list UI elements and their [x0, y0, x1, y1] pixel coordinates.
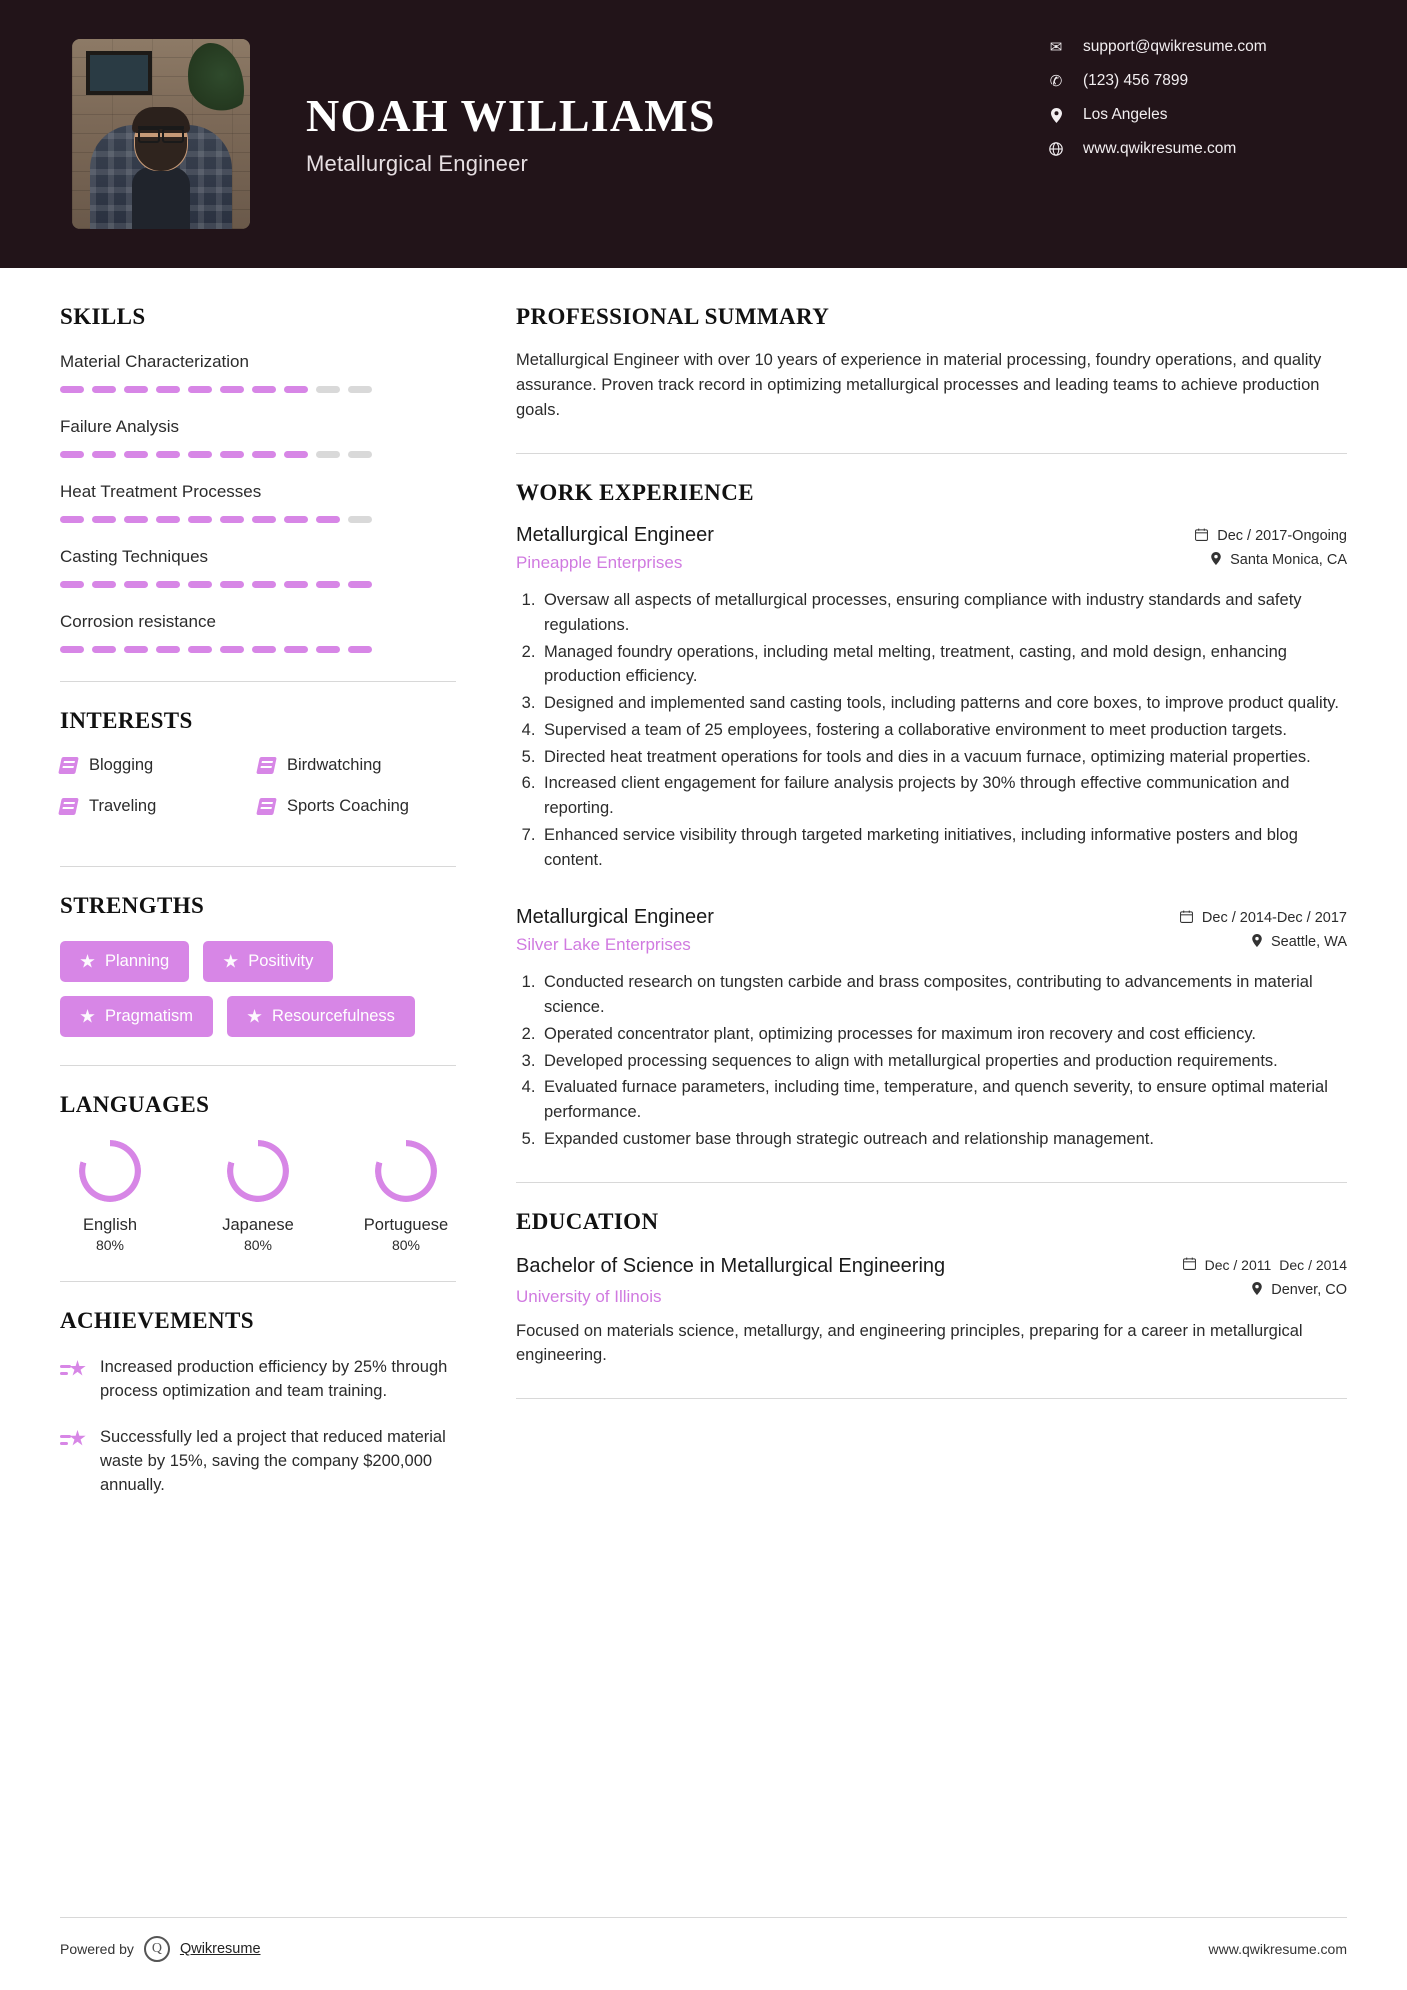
language-percent: 80% — [243, 1237, 273, 1253]
strength-label: Pragmatism — [105, 1007, 194, 1025]
interest-item — [60, 797, 258, 816]
contact-email-text: support@qwikresume.com — [1083, 38, 1267, 55]
interests-list — [60, 756, 456, 838]
divider — [60, 866, 456, 867]
skill-level-dot — [220, 516, 244, 523]
education-degree: Bachelor of Science in Metallurgical Engineering — [516, 1254, 946, 1277]
skill-level-dot — [60, 516, 84, 523]
skill-level-dot — [156, 451, 180, 458]
achievements-list — [60, 1356, 456, 1498]
job-dates-text: Dec / 2017-Ongoing — [1217, 528, 1347, 545]
skill-item — [60, 612, 456, 653]
language-percent: 80% — [391, 1237, 421, 1253]
envelope-icon: ✉ — [1049, 39, 1063, 56]
language-percent: 80% — [95, 1237, 125, 1253]
job-title: Metallurgical Engineer — [516, 906, 714, 929]
job-bullet: 6. Increased client engagement for failure analysis projects by 30% through effective communication and reporting. — [540, 771, 1347, 821]
interest-item — [60, 756, 258, 775]
skill-level-dot — [124, 581, 148, 588]
skill-level-dot — [252, 516, 276, 523]
job-dates — [1180, 910, 1347, 926]
job-role-subtitle: Metallurgical Engineer — [306, 151, 529, 177]
interest-label: Sports Coaching — [287, 797, 409, 815]
shooting-star-icon — [60, 1360, 86, 1382]
skills-list — [60, 352, 456, 653]
skill-level-dot — [284, 646, 308, 653]
qwikresume-logo-icon: Q — [144, 1936, 170, 1962]
strength-chip — [227, 996, 415, 1037]
skill-item — [60, 482, 456, 523]
skill-level-meter — [60, 516, 456, 523]
skill-level-dot — [252, 451, 276, 458]
bookmark-icon — [58, 798, 79, 815]
skill-level-dot — [124, 451, 148, 458]
interest-item — [258, 797, 456, 816]
education-start-date: Dec / 2011 — [1204, 1256, 1272, 1273]
skill-level-dot — [188, 516, 212, 523]
location-pin-icon — [1211, 552, 1221, 568]
skill-level-dot — [92, 386, 116, 393]
interest-item — [258, 756, 456, 775]
divider — [516, 1182, 1347, 1183]
resume-footer — [0, 1917, 1407, 1990]
divider — [516, 1398, 1347, 1399]
skill-level-dot — [316, 646, 340, 653]
skills-heading: SKILLS — [60, 304, 146, 329]
skill-level-meter — [60, 386, 456, 393]
shooting-star-icon — [60, 1430, 86, 1452]
location-pin-icon — [1252, 934, 1262, 950]
skill-level-dot — [156, 516, 180, 523]
skill-level-dot — [124, 646, 148, 653]
skill-level-dot — [348, 646, 372, 653]
skill-level-dot — [220, 646, 244, 653]
strengths-heading: STRENGTHS — [60, 893, 205, 918]
achievement-item — [60, 1356, 456, 1404]
experience-entry — [516, 906, 1347, 1151]
job-bullet: 2. Managed foundry operations, including metal melting, treatment, casting, and mold design, enhancing production efficiency. — [540, 640, 1347, 690]
skill-level-dot — [316, 451, 340, 458]
job-location-text: Santa Monica, CA — [1230, 552, 1347, 569]
skill-item — [60, 417, 456, 458]
job-bullets — [516, 588, 1347, 872]
education-school: University of Illinois — [516, 1286, 662, 1306]
contact-phone[interactable] — [1047, 72, 1347, 90]
star-icon — [223, 954, 238, 969]
skill-level-dot — [284, 581, 308, 588]
calendar-icon — [1195, 528, 1208, 544]
education-location-text: Denver, CO — [1271, 1282, 1347, 1299]
summary-text: Metallurgical Engineer with over 10 years of experience in material processing, foundry operations, and quality assurance. Proven track record in optimizing metallurgical processes and leading teams to achieve production goals. — [516, 351, 1322, 420]
education-dates — [1183, 1257, 1347, 1275]
contact-website[interactable] — [1047, 140, 1347, 158]
skill-name: Corrosion resistance — [60, 612, 216, 631]
divider — [60, 1917, 1347, 1918]
skill-level-dot — [60, 386, 84, 393]
achievement-text: Successfully led a project that reduced material waste by 15%, saving the company $200,000 annually. — [100, 1427, 446, 1494]
job-title: Metallurgical Engineer — [516, 524, 714, 547]
skill-level-dot — [124, 386, 148, 393]
summary-heading: PROFESSIONAL SUMMARY — [516, 304, 830, 329]
powered-by-block — [60, 1936, 261, 1962]
sidebar — [60, 304, 500, 1520]
achievement-text: Increased production efficiency by 25% through process optimization and team training. — [100, 1358, 448, 1400]
interest-label: Blogging — [89, 756, 154, 774]
job-bullet: 4. Evaluated furnace parameters, including time, temperature, and quench severity, to ensure optimal material performance. — [540, 1075, 1347, 1125]
location-pin-icon — [1252, 1282, 1262, 1298]
globe-icon — [1047, 142, 1065, 156]
job-company: Silver Lake Enterprises — [516, 935, 691, 955]
skill-name: Failure Analysis — [60, 417, 180, 436]
skill-level-dot — [220, 386, 244, 393]
resume-body — [0, 268, 1407, 1520]
skill-level-dot — [284, 516, 308, 523]
job-bullet: 3. Developed processing sequences to align with metallurgical properties and production requirements. — [540, 1049, 1347, 1074]
qwikresume-link[interactable]: Qwikresume — [179, 1941, 261, 1957]
achievement-item — [60, 1426, 456, 1498]
skill-level-dot — [252, 646, 276, 653]
job-bullet: 1. Oversaw all aspects of metallurgical processes, ensuring compliance with industry standards and safety regulations. — [540, 588, 1347, 638]
skill-level-dot — [60, 646, 84, 653]
achievements-heading: ACHIEVEMENTS — [60, 1308, 254, 1333]
skill-level-meter — [60, 646, 456, 653]
skill-level-dot — [188, 451, 212, 458]
calendar-icon — [1183, 1257, 1196, 1273]
skill-level-dot — [156, 581, 180, 588]
education-description: Focused on materials science, metallurgy, and engineering principles, preparing for a career in metallurgical engineering. — [516, 1321, 1303, 1365]
divider — [60, 1281, 456, 1282]
job-bullet: 2. Operated concentrator plant, optimizing processes for maximum iron recovery and cost efficiency. — [540, 1022, 1347, 1047]
skill-level-dot — [92, 451, 116, 458]
skill-level-dot — [92, 646, 116, 653]
skill-level-dot — [188, 386, 212, 393]
divider — [60, 1065, 456, 1066]
language-name: Japanese — [222, 1216, 294, 1234]
skill-name: Material Characterization — [60, 352, 249, 371]
footer-website: www.qwikresume.com — [1208, 1941, 1347, 1957]
skill-level-dot — [124, 516, 148, 523]
skill-level-dot — [60, 451, 84, 458]
calendar-icon — [1180, 910, 1193, 926]
bookmark-icon — [256, 798, 277, 815]
education-heading: EDUCATION — [516, 1208, 659, 1234]
strength-label: Planning — [105, 952, 170, 970]
contact-email[interactable] — [1047, 38, 1347, 56]
languages-list — [60, 1140, 456, 1253]
skill-item — [60, 547, 456, 588]
skill-level-dot — [284, 386, 308, 393]
skill-level-dot — [284, 451, 308, 458]
main-column — [500, 304, 1347, 1520]
divider — [60, 681, 456, 682]
strength-chip — [60, 996, 213, 1037]
interests-heading: INTERESTS — [60, 708, 193, 733]
name-block — [306, 91, 1047, 178]
resume-header — [0, 0, 1407, 268]
skill-level-meter — [60, 451, 456, 458]
education-end-date: Dec / 2014 — [1279, 1256, 1347, 1273]
bookmark-icon — [58, 757, 79, 774]
skill-level-dot — [348, 451, 372, 458]
bookmark-icon — [256, 757, 277, 774]
language-progress-ring — [79, 1140, 141, 1202]
skill-level-dot — [60, 581, 84, 588]
job-dates — [1195, 528, 1347, 544]
job-bullet: 5. Directed heat treatment operations for tools and dies in a vacuum furnace, optimizing material properties. — [540, 745, 1347, 770]
location-pin-icon — [1047, 108, 1065, 123]
skill-level-meter — [60, 581, 456, 588]
skill-level-dot — [188, 581, 212, 588]
skill-level-dot — [156, 646, 180, 653]
language-progress-ring — [375, 1140, 437, 1202]
star-icon — [247, 1009, 262, 1024]
powered-by-label: Powered by — [60, 1941, 134, 1957]
strength-chip — [203, 941, 333, 982]
interest-label: Birdwatching — [287, 756, 382, 774]
education-entry — [516, 1253, 1347, 1369]
contact-list — [1047, 38, 1347, 174]
skill-level-dot — [220, 581, 244, 588]
skill-name: Heat Treatment Processes — [60, 482, 262, 501]
jobs-list — [516, 524, 1347, 1152]
job-location — [1195, 552, 1347, 568]
skill-level-dot — [92, 516, 116, 523]
languages-heading: LANGUAGES — [60, 1092, 210, 1117]
strength-chip — [60, 941, 189, 982]
strengths-list — [60, 941, 456, 1037]
strength-label: Positivity — [248, 952, 314, 970]
avatar — [72, 39, 250, 229]
job-location-text: Seattle, WA — [1270, 934, 1347, 951]
skill-level-dot — [252, 386, 276, 393]
strength-label: Resourcefulness — [272, 1007, 395, 1025]
skill-level-dot — [348, 516, 372, 523]
experience-entry — [516, 524, 1347, 872]
contact-phone-text: (123) 456 7899 — [1083, 72, 1189, 89]
skill-level-dot — [92, 581, 116, 588]
experience-heading: WORK EXPERIENCE — [516, 480, 754, 506]
skill-item — [60, 352, 456, 393]
skill-level-dot — [252, 581, 276, 588]
language-item — [60, 1140, 160, 1253]
job-company: Pineapple Enterprises — [516, 553, 683, 573]
skill-level-dot — [348, 386, 372, 393]
skill-level-dot — [348, 581, 372, 588]
language-item — [208, 1140, 308, 1253]
language-item — [356, 1140, 456, 1253]
language-name: Portuguese — [363, 1216, 449, 1234]
job-location — [1180, 934, 1347, 950]
education-location — [1183, 1282, 1347, 1298]
job-bullet: 5. Expanded customer base through strategic outreach and relationship management. — [540, 1127, 1347, 1152]
skill-level-dot — [220, 451, 244, 458]
contact-location-text: Los Angeles — [1083, 106, 1168, 123]
divider — [516, 453, 1347, 454]
skill-name: Casting Techniques — [60, 547, 209, 566]
job-dates-text: Dec / 2014-Dec / 2017 — [1201, 910, 1347, 927]
page-title: NOAH WILLIAMS — [306, 89, 716, 141]
star-icon — [80, 1009, 95, 1024]
skill-level-dot — [316, 581, 340, 588]
job-bullet: 1. Conducted research on tungsten carbide and brass composites, contributing to advancements in material science. — [540, 970, 1347, 1020]
skill-level-dot — [316, 516, 340, 523]
language-name: English — [82, 1216, 138, 1234]
phone-icon: ✆ — [1049, 73, 1063, 90]
skill-level-dot — [316, 386, 340, 393]
job-bullets — [516, 970, 1347, 1151]
skill-level-dot — [156, 386, 180, 393]
skill-level-dot — [188, 646, 212, 653]
contact-website-text: www.qwikresume.com — [1083, 140, 1237, 157]
job-bullet: 7. Enhanced service visibility through targeted marketing initiatives, including informative posters and blog content. — [540, 823, 1347, 873]
star-icon — [80, 954, 95, 969]
language-progress-ring — [227, 1140, 289, 1202]
contact-location — [1047, 106, 1347, 124]
job-bullet: 4. Supervised a team of 25 employees, fostering a collaborative environment to meet production targets. — [540, 718, 1347, 743]
interest-label: Traveling — [89, 797, 157, 815]
job-bullet: 3. Designed and implemented sand casting tools, including patterns and core boxes, to improve product quality. — [540, 691, 1347, 716]
